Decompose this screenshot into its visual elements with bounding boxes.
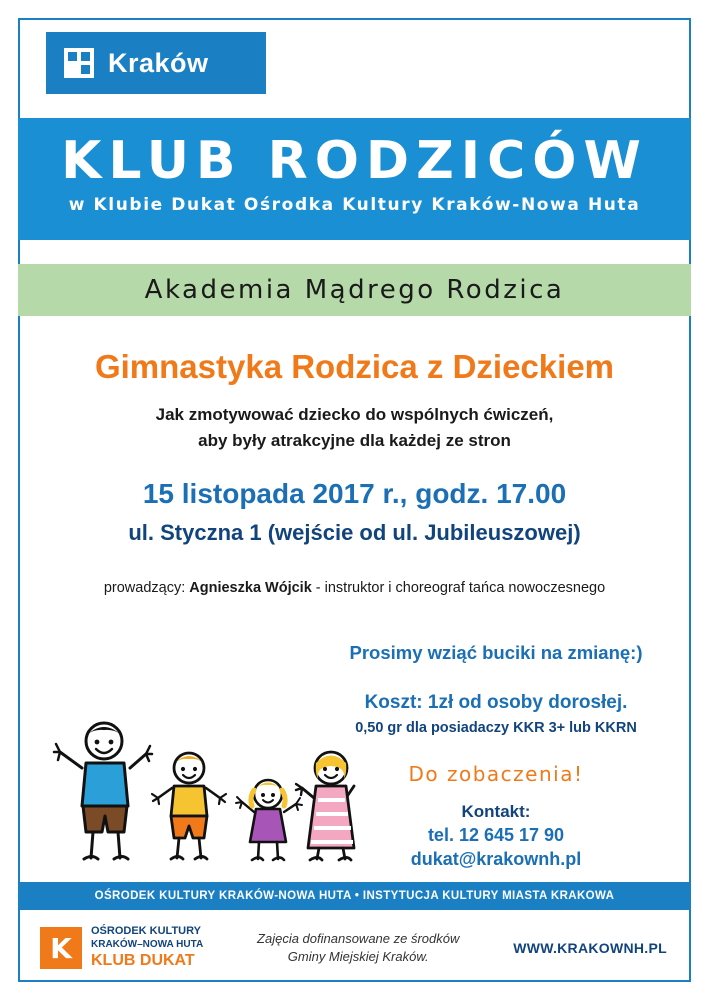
logo-line-2: KRAKÓW–NOWA HUTA: [91, 938, 204, 950]
event-headline: Gimnastyka Rodzica z Dzieckiem: [94, 348, 615, 385]
see-you-note: Do zobaczenia!: [408, 762, 584, 786]
subheadline-line-1: Jak zmotywować dziecko do wspólnych ćwiczeń,: [155, 405, 554, 424]
funding-line-2: Gminy Miejskiej Kraków.: [287, 949, 429, 964]
leader-name: Agnieszka Wójcik: [189, 580, 312, 596]
leader-prefix: prowadzący:: [103, 580, 190, 596]
figure-girl: [236, 780, 302, 860]
figure-mother: [296, 752, 354, 860]
logo-line-1: OŚRODEK KULTURY: [91, 924, 201, 937]
subheadline-line-2: aby były atrakcyjne dla każdej ze stron: [198, 431, 511, 451]
funding-note: [203, 930, 513, 965]
krakow-logo-label: Kraków: [108, 47, 209, 78]
k-letter-icon: K: [40, 927, 82, 969]
banner-subtitle: w Klubie Dukat Ośrodka Kultury Kraków-Nowa Huta: [68, 194, 641, 215]
contact-email: dukat@krakownh.pl: [410, 849, 582, 869]
krakow-emblem-icon: [64, 48, 94, 78]
shoes-note: Prosimy wziąć buciki na zmianę:): [349, 642, 643, 663]
contact-phone: tel. 12 645 17 90: [427, 825, 565, 845]
funding-line-1: Zajęcia dofinansowane ze środków: [257, 931, 460, 947]
event-leader: [0, 580, 709, 596]
website-url: WWW.KRAKOWNH.PL: [513, 940, 667, 956]
event-subheadline: [0, 402, 709, 455]
organization-strip: [18, 882, 691, 910]
poster-footer: [18, 916, 691, 980]
event-datetime: 15 listopada 2017 r., godz. 17.00: [142, 478, 567, 509]
klub-dukat-logo-text: [91, 925, 203, 971]
title-banner: [18, 118, 691, 240]
figure-boy: [152, 753, 226, 859]
family-illustration: [46, 716, 356, 876]
cost-discount-note: 0,50 gr dla posiadaczy KKR 3+ lub KKRN: [355, 720, 637, 736]
green-band-label: Akademia Mądrego Rodzica: [144, 275, 565, 305]
krakow-city-logo: [46, 32, 266, 94]
banner-title: KLUB RODZICÓW: [61, 131, 648, 191]
figure-father: [54, 723, 152, 859]
green-band: [18, 264, 691, 316]
logo-line-3: KLUB DUKAT: [91, 952, 195, 970]
event-address: ul. Styczna 1 (wejście od ul. Jubileuszowej): [128, 520, 581, 545]
info-column: [331, 642, 661, 870]
organization-strip-label: OŚRODEK KULTURY KRAKÓW-NOWA HUTA • INSTYTUCJA KULTURY MIASTA KRAKOWA: [94, 890, 615, 902]
klub-dukat-logo: [40, 925, 203, 971]
cost-line: Koszt: 1zł od osoby dorosłej.: [364, 692, 628, 713]
contact-label: Kontakt:: [461, 802, 531, 821]
leader-suffix: - instruktor i choreograf tańca nowoczesnego: [311, 580, 606, 596]
